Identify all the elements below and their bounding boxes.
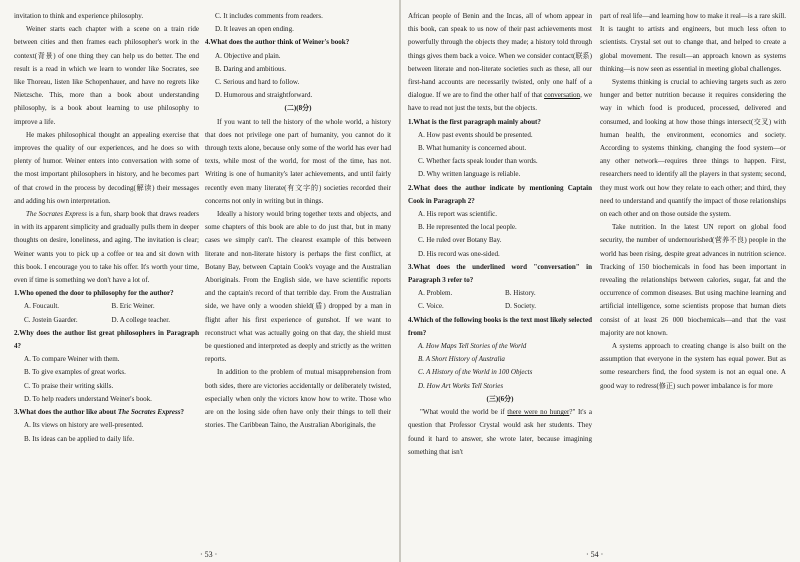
option: A. His report was scientific.: [418, 210, 498, 219]
option: B. Eric Weiner.: [111, 302, 155, 311]
book-title: The Socrates Express: [26, 210, 87, 219]
option: B. What humanity is concerned about.: [418, 144, 527, 153]
paragraph: Ideally a history would bring together texts and objects, and some chapters of this book are able to do just that, but in many cases we simply can't. The clearest example of this between literate and non-literate history is perhaps the first conflict, at Botany Bay, between Captain Cook's voyage and the Australian Aboriginals. From the English side, we have scientific reports and the captain's record of that terrible day. From the Australian side, we have only a wooden shield(盾) dropped by a man in flight after his first experience of gunshot. If we want to reconstruct what was actually going on that day, the shield must be questioned and interpreted as deeply and strictly as the written reports.: [205, 210, 391, 364]
page-number: · 53 ·: [200, 550, 218, 559]
option-text: C. A History of the World in 100 Objects: [418, 368, 533, 377]
option: D. Why written language is reliable.: [418, 170, 521, 179]
section-heading: (二)(8分): [284, 104, 312, 113]
paragraph: [408, 10, 592, 116]
option: B. History.: [505, 289, 536, 298]
question-text: ?: [180, 408, 185, 417]
option: B. He represented the local people.: [418, 223, 517, 232]
option: A. Foucault.: [24, 302, 60, 311]
option: A. Objective and plain.: [215, 51, 281, 60]
paragraph: part of real life—and learning how to make it real—is a rare skill. It is taught to artists and engineers, but much less often to scientists. Crystal set out to change that, and helped to create a global movement. The result—an approach known as systems thinking—is now seen as essential in meeting global challenges.: [600, 12, 786, 73]
paragraph-text: , we have to read not just the texts, but the objects.: [408, 91, 592, 113]
question-text: 3.What does the author like about: [14, 408, 118, 417]
option: D. To help readers understand Weiner's book.: [24, 394, 152, 403]
option: D. A college teacher.: [111, 315, 171, 324]
paragraph-text: ?" It's a question that Professor Crystal would ask her students. They found it hard to answer, she wrote later, because imagining something that isn't: [408, 408, 592, 456]
option: D. Humorous and straightforward.: [215, 91, 313, 100]
option: A. How past events should be presented.: [418, 130, 533, 139]
option: A. To compare Weiner with them.: [24, 355, 120, 364]
option: B. Daring and ambitious.: [215, 64, 287, 73]
section-heading: (三)(6分): [486, 394, 514, 403]
option: [408, 380, 592, 393]
column-2: [205, 10, 391, 546]
paragraph: If you want to tell the history of the whole world, a history that does not privilege one part of humanity, you cannot do it through texts alone, because only some of the world has ever had texts, while most of the world, for most of the time, has not. Writing is one of humanity's later achievements, and until fairly recently even many literate(有文字的) societies recorded their concerns not only in writing but in things.: [205, 117, 391, 205]
paragraph-text: is a fun, sharp book that draws readers in with its apparent simplicity and gradually pulls them in deeper thoughts on desire, loneliness, and aging. The invitation is clear; Weiner wants you to pick up a coffee or tea and sit down with this book. I encourage you to take his offer. It's worth your time, even if time is something we don't have a lot of.: [14, 210, 199, 285]
question-4: 4.Which of the following books is the text most likely selected from?: [408, 315, 592, 337]
column-4: [600, 10, 786, 546]
option: C. Serious and hard to follow.: [215, 78, 300, 87]
question-1: 1.Who opened the door to philosophy for the author?: [14, 289, 174, 298]
option-text: B. A Short History of Australia: [418, 355, 505, 364]
column-3: [408, 10, 592, 546]
paragraph: [408, 406, 592, 459]
option-text: D. How Art Works Tell Stories: [418, 381, 504, 390]
underlined-word: conversation: [544, 91, 581, 100]
option: [408, 353, 592, 366]
question-2: 2.Why does the author list great philosophers in Paragraph 4?: [14, 328, 199, 351]
question-3: 3.What does the underlined word "conversation" in Paragraph 3 refer to?: [408, 262, 592, 285]
paragraph: [14, 208, 199, 287]
underlined-phrase: there were no hunger: [507, 408, 570, 417]
question-3: [14, 406, 199, 419]
paragraph-text: African people of Benin and the Incas, all of whom appear in this book, can speak to us now of their past achievements most powerfully through the objects they made; a history told through things gives them back a voice. When we consider contact(联系) between literate and non-literate societies such as these, all our first-hand accounts are necessarily twisted, only one half of a dialogue. If we are to find the other half of that: [408, 12, 592, 100]
option: C. He ruled over Botany Bay.: [418, 236, 502, 245]
paragraph: invitation to think and experience philosophy.: [14, 12, 144, 20]
column-1: [14, 10, 199, 546]
option: B. Its ideas can be applied to daily life.: [24, 434, 134, 443]
option: [408, 366, 592, 379]
paragraph-text: "What would the world be if: [420, 408, 508, 417]
option: C. Jostein Gaarder.: [24, 315, 78, 324]
question-1-options: [14, 300, 199, 326]
option: C. Voice.: [418, 302, 444, 311]
option: D. His record was one-sided.: [418, 249, 500, 258]
question-4: 4.What does the author think of Weiner's book?: [205, 38, 350, 47]
option: C. Whether facts speak louder than words.: [418, 157, 538, 166]
option: C. To praise their writing skills.: [24, 381, 114, 390]
paragraph: In addition to the problem of mutual misapprehension from both sides, there are victories accidentally or deliberately twisted, especially when only the victors know how to write. Those who are on the losing side often have only their things to tell their stories. The Caribbean Taino, the Australian Aboriginals, the: [205, 368, 391, 430]
option: A. Its views on history are well-presented.: [24, 421, 144, 430]
option: A. Problem.: [418, 289, 453, 298]
page-number: · 54 ·: [586, 550, 604, 559]
paragraph: Take nutrition. In the latest UN report on global food security, the number of undernourished(营养不良) people in the world has been rising, despite great advances in nutrition science. Tracking of 150 biochemicals in food has been important in revealing the relationships between calories, sugar, fat and the occurrence of common diseases. But using machine learning and artificial intelligence, some scientists propose that human diets consist of at least 26 000 biochemicals—and that the vast majority are not known.: [600, 223, 786, 337]
option: [408, 340, 592, 353]
option-text: A. How Maps Tell Stories of the World: [418, 342, 527, 351]
book-title: The Socrates Express: [117, 408, 181, 417]
option: B. To give examples of great works.: [24, 368, 126, 377]
paragraph: Systems thinking is crucial to achieving targets such as zero hunger and better nutrition because it requires considering the way in which food is produced, processed, delivered and consumed, and looking at how those things intersect(交叉) with human health, the environment, economics and society. According to systems thinking, changing the food system—or any other network—requires three things to happen. First, researchers need to identify all the players in that system; second, they must work out how they relate to each other; and third, they need to understand and quantify the impact of those relationships on each other and on those outside the system.: [600, 78, 786, 219]
paragraph: He makes philosophical thought an appealing exercise that improves the quality of our experiences, and he does so with plenty of humor. Weiner enters into conversation with some of the most important philosophers in history, and he becomes part of that crowd in the process by decoding(解读) their messages and adding his own interpretation.: [14, 130, 199, 205]
option: D. It leaves an open ending.: [215, 25, 294, 34]
question-3-options: [408, 287, 592, 313]
paragraph: Weiner starts each chapter with a scene on a train ride between cities and then frames each philosopher's work in the context(背景) of one thing they can help us do better. The end result is a read in which we learn to wonder like Socrates, see like Thoreau, listen like Schopenhauer, and have no regrets like Nietzsche. This, more than a book about understanding philosophy, is a book about learning to use philosophy to improve a life.: [14, 25, 199, 126]
paragraph: A systems approach to creating change is also built on the assumption that everyone in the system has equal power. But as some researchers find, the food system is not an equal one. A good way to redress(修正) such power imbalance is for more: [600, 342, 786, 390]
option: D. Society.: [505, 302, 537, 311]
question-1: 1.What is the first paragraph mainly about?: [408, 117, 541, 126]
question-2: 2.What does the author indicate by mentioning Captain Cook in Paragraph 2?: [408, 183, 592, 205]
option: C. It includes comments from readers.: [215, 12, 323, 20]
